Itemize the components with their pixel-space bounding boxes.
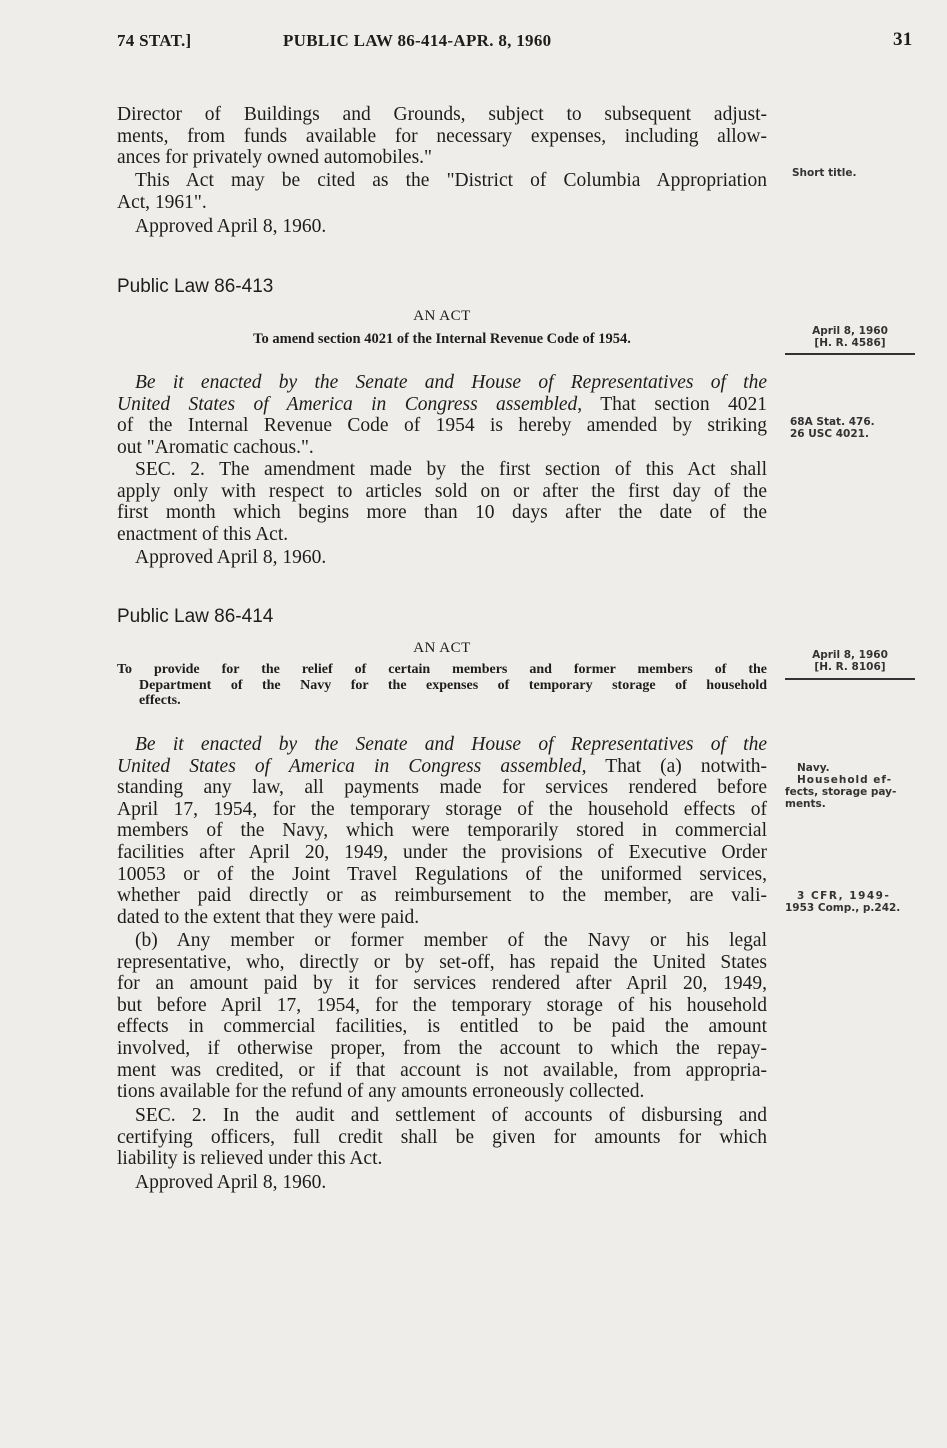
text-line: dated to the extent that they were paid. <box>117 906 420 928</box>
margin-citation: 1953 Comp., p.242. <box>785 902 901 914</box>
paragraph-continuation <box>117 104 767 169</box>
law-title-86-414: Public Law 86-414 <box>117 606 274 627</box>
margin-bill-number: [H. R. 4586] <box>814 337 886 349</box>
margin-citation: 3 CFR, 1949- <box>797 890 891 902</box>
text-line: out "Aromatic cachous.". <box>117 436 314 458</box>
text-line: whether paid directly or as reimbursement to the member, are vali- <box>117 885 767 907</box>
text-line: standing any law, all payments made for services rendered before <box>117 777 767 799</box>
text-line: liability is relieved under this Act. <box>117 1148 383 1170</box>
section-2 <box>117 459 767 545</box>
text-line: ances for privately owned automobiles." <box>117 147 432 169</box>
margin-bill-number: [H. R. 8106] <box>814 661 886 673</box>
text-line: effects. <box>139 693 181 708</box>
italic-text: United States of America in Congress assembled <box>117 393 578 415</box>
text-line: but before April 17, 1954, for the temporary storage of his household <box>117 994 767 1016</box>
text-line: SEC. 2. In the audit and settlement of accounts of disbursing and <box>135 1105 767 1126</box>
text-line: effects in commercial facilities, is entitled to be paid the amount <box>117 1016 767 1038</box>
margin-text: Navy. <box>797 762 830 774</box>
text-line: for an amount paid by it for services rendered after April 20, 1949, <box>117 973 767 995</box>
italic-text: United States of America in Congress assembled <box>117 755 582 777</box>
text-line: representative, who, directly or by set-off, has repaid the United States <box>117 951 767 973</box>
an-act-heading: AN ACT <box>413 640 471 656</box>
text-line: Act, 1961". <box>117 191 207 213</box>
margin-note-short-title: Short title. <box>792 167 857 179</box>
margin-note-cfr <box>785 890 935 914</box>
text-line: ment was credited, or if that account is not available, from appropria- <box>117 1059 767 1081</box>
text-line: first month which begins more than 10 days after the date of the <box>117 502 767 524</box>
approved-line: Approved April 8, 1960. <box>135 1172 327 1193</box>
subsection-b <box>117 930 767 1103</box>
law-title-86-413: Public Law 86-413 <box>117 276 274 297</box>
margin-text: Household ef- <box>797 774 893 786</box>
paragraph-short-title <box>117 170 767 213</box>
margin-citation: 68A Stat. 476. <box>790 416 875 428</box>
margin-text: ments. <box>785 798 826 810</box>
text-line: tions available for the refund of any amounts erroneously collected. <box>117 1081 645 1103</box>
margin-citation: 26 USC 4021. <box>790 428 869 440</box>
text-line: apply only with respect to articles sold on or after the first day of the <box>117 480 767 502</box>
margin-date: April 8, 1960 <box>812 649 888 661</box>
text-line: Be it enacted by the Senate and House of Representatives of the <box>135 734 767 755</box>
margin-rule <box>785 353 915 355</box>
act-purpose: To amend section 4021 of the Internal Revenue Code of 1954. <box>253 331 631 347</box>
roman-text: , That section 4021 <box>577 393 767 415</box>
text-line: Department of the Navy for the expenses of temporary storage of household <box>139 677 767 693</box>
approved-line: Approved April 8, 1960. <box>135 216 327 237</box>
act-purpose <box>117 662 767 709</box>
enacting-clause <box>117 734 767 928</box>
section-2 <box>117 1105 767 1170</box>
text-line: enactment of this Act. <box>117 523 289 545</box>
text-line: involved, if otherwise proper, from the account to which the repay- <box>117 1037 767 1059</box>
enacting-clause <box>117 372 767 458</box>
text-line: 10053 or of the Joint Travel Regulations of the uniformed services, <box>117 863 767 885</box>
text-line: facilities after April 20, 1949, under the provisions of Executive Order <box>117 841 767 863</box>
text-line: (b) Any member or former member of the Navy or his legal <box>135 930 767 951</box>
approved-line: Approved April 8, 1960. <box>135 547 327 568</box>
margin-rule <box>785 678 915 680</box>
text-line: ments, from funds available for necessary expenses, including allow- <box>117 125 767 147</box>
text-line <box>117 756 767 778</box>
text-line: Director of Buildings and Grounds, subject to subsequent adjust- <box>117 104 767 125</box>
margin-note-date <box>785 649 915 673</box>
an-act-heading: AN ACT <box>413 308 471 324</box>
header-volume: 74 STAT.] <box>117 31 192 50</box>
text-line: members of the Navy, which were temporarily stored in commercial <box>117 820 767 842</box>
margin-note-citation <box>790 416 940 440</box>
margin-date: April 8, 1960 <box>812 325 888 337</box>
margin-text: fects, storage pay- <box>785 786 897 798</box>
text-line: This Act may be cited as the "District of Columbia Appropriation <box>135 170 767 191</box>
text-line: certifying officers, full credit shall be given for amounts for which <box>117 1126 767 1148</box>
text-line: of the Internal Revenue Code of 1954 is hereby amended by striking <box>117 415 767 437</box>
page-number: 31 <box>893 29 913 50</box>
margin-note-date <box>785 325 915 349</box>
text-line <box>117 394 767 416</box>
text-line: April 17, 1954, for the temporary storage of the household effects of <box>117 798 767 820</box>
text-line: SEC. 2. The amendment made by the first section of this Act shall <box>135 459 767 480</box>
header-title: PUBLIC LAW 86-414-APR. 8, 1960 <box>283 31 552 50</box>
margin-note-navy <box>785 762 935 810</box>
roman-text: , That (a) notwith- <box>581 755 767 777</box>
text-line: To provide for the relief of certain members and former members of the <box>117 662 767 677</box>
text-line: Be it enacted by the Senate and House of Representatives of the <box>135 372 767 393</box>
